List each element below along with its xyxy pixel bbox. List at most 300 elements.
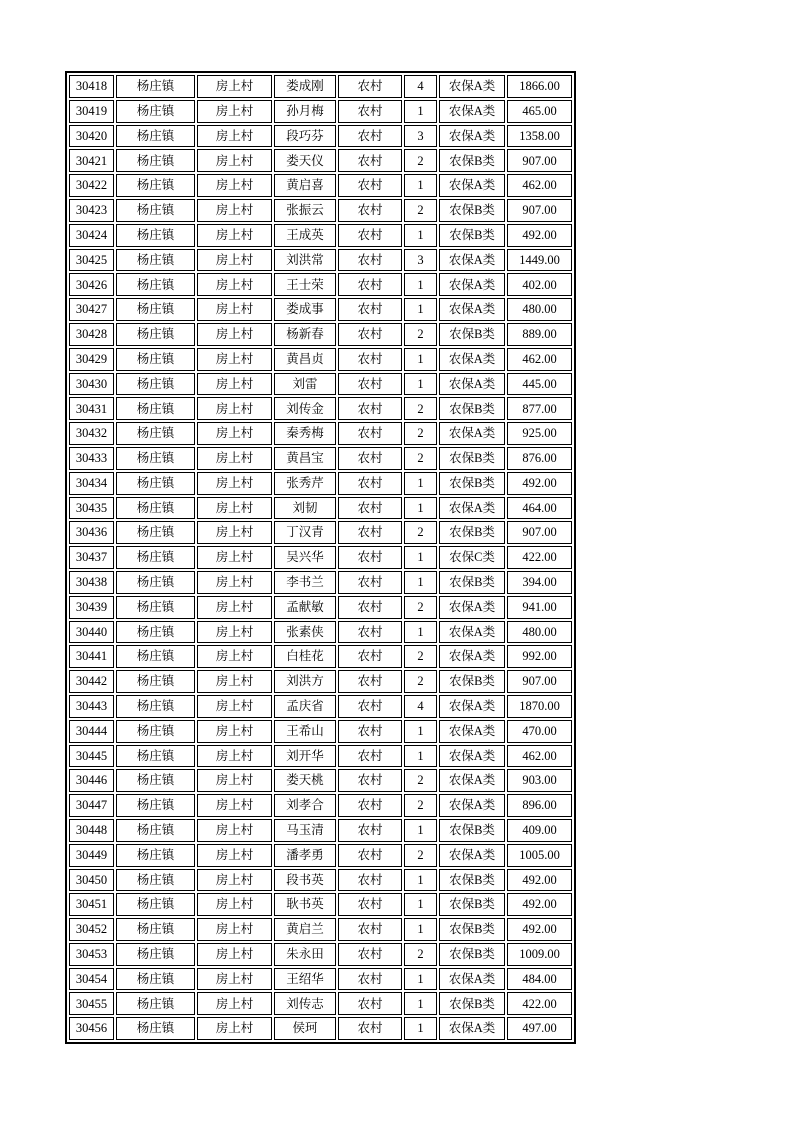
cell-record-id: 30435 — [69, 497, 114, 520]
cell-town: 杨庄镇 — [116, 596, 195, 619]
table-row — [69, 75, 572, 98]
cell-residence-type: 农村 — [338, 968, 402, 991]
table-row — [69, 224, 572, 247]
cell-insurance-category: 农保A类 — [439, 273, 505, 296]
cell-amount: 907.00 — [507, 149, 572, 172]
cell-village: 房上村 — [197, 472, 272, 495]
cell-insurance-category: 农保B类 — [439, 943, 505, 966]
table-row — [69, 670, 572, 693]
cell-person-name: 张秀芹 — [274, 472, 336, 495]
cell-residence-type: 农村 — [338, 571, 402, 594]
cell-amount: 941.00 — [507, 596, 572, 619]
table-row — [69, 422, 572, 445]
cell-town: 杨庄镇 — [116, 125, 195, 148]
cell-insurance-category: 农保B类 — [439, 224, 505, 247]
table-row — [69, 695, 572, 718]
cell-town: 杨庄镇 — [116, 298, 195, 321]
cell-person-count: 2 — [404, 794, 437, 817]
cell-person-name: 杨新春 — [274, 323, 336, 346]
cell-residence-type: 农村 — [338, 373, 402, 396]
table-row — [69, 844, 572, 867]
cell-insurance-category: 农保A类 — [439, 125, 505, 148]
cell-amount: 1866.00 — [507, 75, 572, 98]
cell-record-id: 30447 — [69, 794, 114, 817]
cell-insurance-category: 农保A类 — [439, 249, 505, 272]
cell-town: 杨庄镇 — [116, 323, 195, 346]
cell-record-id: 30421 — [69, 149, 114, 172]
cell-person-count: 2 — [404, 769, 437, 792]
cell-amount: 492.00 — [507, 224, 572, 247]
cell-amount: 445.00 — [507, 373, 572, 396]
cell-person-name: 刘雷 — [274, 373, 336, 396]
cell-residence-type: 农村 — [338, 695, 402, 718]
table-row — [69, 645, 572, 668]
cell-record-id: 30444 — [69, 720, 114, 743]
cell-town: 杨庄镇 — [116, 149, 195, 172]
cell-residence-type: 农村 — [338, 125, 402, 148]
cell-amount: 876.00 — [507, 447, 572, 470]
cell-village: 房上村 — [197, 149, 272, 172]
cell-town: 杨庄镇 — [116, 893, 195, 916]
cell-residence-type: 农村 — [338, 521, 402, 544]
cell-town: 杨庄镇 — [116, 720, 195, 743]
table-row — [69, 794, 572, 817]
cell-insurance-category: 农保A类 — [439, 422, 505, 445]
cell-amount: 992.00 — [507, 645, 572, 668]
cell-insurance-category: 农保B类 — [439, 199, 505, 222]
cell-town: 杨庄镇 — [116, 447, 195, 470]
cell-person-count: 1 — [404, 869, 437, 892]
cell-amount: 464.00 — [507, 497, 572, 520]
cell-record-id: 30431 — [69, 397, 114, 420]
cell-person-count: 4 — [404, 75, 437, 98]
cell-residence-type: 农村 — [338, 422, 402, 445]
cell-village: 房上村 — [197, 670, 272, 693]
cell-insurance-category: 农保A类 — [439, 298, 505, 321]
table-row — [69, 893, 572, 916]
cell-amount: 492.00 — [507, 472, 572, 495]
cell-record-id: 30442 — [69, 670, 114, 693]
cell-town: 杨庄镇 — [116, 968, 195, 991]
cell-insurance-category: 农保B类 — [439, 893, 505, 916]
cell-insurance-category: 农保A类 — [439, 596, 505, 619]
table-row — [69, 298, 572, 321]
cell-residence-type: 农村 — [338, 645, 402, 668]
cell-amount: 465.00 — [507, 100, 572, 123]
table-row — [69, 745, 572, 768]
table-row — [69, 100, 572, 123]
cell-residence-type: 农村 — [338, 621, 402, 644]
cell-person-count: 1 — [404, 472, 437, 495]
cell-person-count: 1 — [404, 571, 437, 594]
cell-village: 房上村 — [197, 596, 272, 619]
table-row — [69, 323, 572, 346]
cell-person-name: 黄昌贞 — [274, 348, 336, 371]
cell-village: 房上村 — [197, 273, 272, 296]
cell-insurance-category: 农保B类 — [439, 869, 505, 892]
cell-village: 房上村 — [197, 348, 272, 371]
cell-person-name: 张振云 — [274, 199, 336, 222]
cell-amount: 903.00 — [507, 769, 572, 792]
cell-residence-type: 农村 — [338, 1017, 402, 1040]
cell-residence-type: 农村 — [338, 397, 402, 420]
cell-person-name: 潘孝勇 — [274, 844, 336, 867]
cell-village: 房上村 — [197, 521, 272, 544]
cell-insurance-category: 农保A类 — [439, 645, 505, 668]
cell-amount: 462.00 — [507, 745, 572, 768]
cell-town: 杨庄镇 — [116, 497, 195, 520]
cell-village: 房上村 — [197, 943, 272, 966]
cell-amount: 462.00 — [507, 348, 572, 371]
cell-residence-type: 农村 — [338, 745, 402, 768]
cell-record-id: 30449 — [69, 844, 114, 867]
cell-person-name: 吴兴华 — [274, 546, 336, 569]
table-row — [69, 472, 572, 495]
cell-town: 杨庄镇 — [116, 521, 195, 544]
table-row — [69, 1017, 572, 1040]
cell-insurance-category: 农保A类 — [439, 348, 505, 371]
cell-amount: 907.00 — [507, 670, 572, 693]
cell-amount: 470.00 — [507, 720, 572, 743]
cell-person-count: 2 — [404, 943, 437, 966]
cell-record-id: 30452 — [69, 918, 114, 941]
cell-amount: 896.00 — [507, 794, 572, 817]
cell-person-count: 1 — [404, 918, 437, 941]
cell-insurance-category: 农保A类 — [439, 720, 505, 743]
cell-village: 房上村 — [197, 373, 272, 396]
cell-record-id: 30418 — [69, 75, 114, 98]
cell-person-count: 2 — [404, 670, 437, 693]
cell-person-count: 1 — [404, 1017, 437, 1040]
cell-residence-type: 农村 — [338, 100, 402, 123]
cell-insurance-category: 农保B类 — [439, 472, 505, 495]
cell-town: 杨庄镇 — [116, 670, 195, 693]
cell-person-count: 1 — [404, 546, 437, 569]
cell-person-name: 娄成事 — [274, 298, 336, 321]
cell-record-id: 30423 — [69, 199, 114, 222]
cell-village: 房上村 — [197, 323, 272, 346]
cell-person-count: 1 — [404, 745, 437, 768]
cell-village: 房上村 — [197, 918, 272, 941]
cell-record-id: 30437 — [69, 546, 114, 569]
cell-person-count: 1 — [404, 720, 437, 743]
cell-amount: 480.00 — [507, 298, 572, 321]
cell-town: 杨庄镇 — [116, 621, 195, 644]
table-row — [69, 174, 572, 197]
cell-record-id: 30446 — [69, 769, 114, 792]
cell-residence-type: 农村 — [338, 323, 402, 346]
cell-residence-type: 农村 — [338, 224, 402, 247]
cell-village: 房上村 — [197, 75, 272, 98]
table-row — [69, 968, 572, 991]
cell-village: 房上村 — [197, 869, 272, 892]
cell-town: 杨庄镇 — [116, 794, 195, 817]
cell-insurance-category: 农保A类 — [439, 373, 505, 396]
cell-residence-type: 农村 — [338, 596, 402, 619]
cell-record-id: 30454 — [69, 968, 114, 991]
cell-village: 房上村 — [197, 298, 272, 321]
document-sheet — [65, 71, 576, 1044]
cell-person-name: 刘开华 — [274, 745, 336, 768]
cell-person-count: 1 — [404, 968, 437, 991]
table-row — [69, 546, 572, 569]
cell-town: 杨庄镇 — [116, 844, 195, 867]
table-row — [69, 125, 572, 148]
cell-town: 杨庄镇 — [116, 571, 195, 594]
cell-village: 房上村 — [197, 621, 272, 644]
cell-person-name: 李书兰 — [274, 571, 336, 594]
cell-town: 杨庄镇 — [116, 869, 195, 892]
cell-insurance-category: 农保A类 — [439, 968, 505, 991]
cell-person-name: 孟献敏 — [274, 596, 336, 619]
cell-person-count: 2 — [404, 149, 437, 172]
cell-person-name: 白桂花 — [274, 645, 336, 668]
cell-record-id: 30451 — [69, 893, 114, 916]
cell-person-count: 1 — [404, 348, 437, 371]
cell-village: 房上村 — [197, 546, 272, 569]
cell-person-name: 黄启兰 — [274, 918, 336, 941]
cell-person-name: 刘传志 — [274, 992, 336, 1015]
cell-record-id: 30445 — [69, 745, 114, 768]
cell-amount: 422.00 — [507, 992, 572, 1015]
cell-person-count: 1 — [404, 819, 437, 842]
cell-village: 房上村 — [197, 769, 272, 792]
table-row — [69, 720, 572, 743]
cell-town: 杨庄镇 — [116, 546, 195, 569]
records-table-body — [69, 75, 572, 1040]
cell-town: 杨庄镇 — [116, 75, 195, 98]
cell-residence-type: 农村 — [338, 348, 402, 371]
cell-amount: 492.00 — [507, 918, 572, 941]
cell-village: 房上村 — [197, 645, 272, 668]
cell-person-name: 段书英 — [274, 869, 336, 892]
cell-insurance-category: 农保A类 — [439, 100, 505, 123]
cell-person-count: 1 — [404, 992, 437, 1015]
cell-town: 杨庄镇 — [116, 819, 195, 842]
cell-person-name: 娄成刚 — [274, 75, 336, 98]
cell-record-id: 30430 — [69, 373, 114, 396]
cell-town: 杨庄镇 — [116, 174, 195, 197]
cell-insurance-category: 农保A类 — [439, 1017, 505, 1040]
table-row — [69, 918, 572, 941]
cell-village: 房上村 — [197, 968, 272, 991]
records-table — [65, 71, 576, 1044]
cell-record-id: 30439 — [69, 596, 114, 619]
cell-person-count: 1 — [404, 273, 437, 296]
cell-insurance-category: 农保A类 — [439, 695, 505, 718]
cell-amount: 1449.00 — [507, 249, 572, 272]
cell-insurance-category: 农保C类 — [439, 546, 505, 569]
cell-person-name: 娄天桃 — [274, 769, 336, 792]
cell-town: 杨庄镇 — [116, 373, 195, 396]
table-row — [69, 819, 572, 842]
cell-town: 杨庄镇 — [116, 769, 195, 792]
cell-amount: 877.00 — [507, 397, 572, 420]
cell-insurance-category: 农保B类 — [439, 149, 505, 172]
cell-amount: 402.00 — [507, 273, 572, 296]
cell-amount: 1358.00 — [507, 125, 572, 148]
cell-record-id: 30419 — [69, 100, 114, 123]
cell-insurance-category: 农保A类 — [439, 621, 505, 644]
cell-amount: 492.00 — [507, 869, 572, 892]
cell-insurance-category: 农保B类 — [439, 521, 505, 544]
cell-record-id: 30422 — [69, 174, 114, 197]
cell-person-count: 1 — [404, 621, 437, 644]
cell-residence-type: 农村 — [338, 794, 402, 817]
table-row — [69, 571, 572, 594]
cell-insurance-category: 农保B类 — [439, 323, 505, 346]
table-row — [69, 769, 572, 792]
cell-record-id: 30456 — [69, 1017, 114, 1040]
cell-person-name: 王绍华 — [274, 968, 336, 991]
table-row — [69, 447, 572, 470]
cell-person-name: 刘洪方 — [274, 670, 336, 693]
cell-person-name: 秦秀梅 — [274, 422, 336, 445]
cell-residence-type: 农村 — [338, 149, 402, 172]
cell-town: 杨庄镇 — [116, 397, 195, 420]
cell-insurance-category: 农保B类 — [439, 397, 505, 420]
cell-record-id: 30450 — [69, 869, 114, 892]
cell-person-name: 王成英 — [274, 224, 336, 247]
cell-residence-type: 农村 — [338, 670, 402, 693]
cell-person-name: 王希山 — [274, 720, 336, 743]
table-row — [69, 149, 572, 172]
cell-record-id: 30434 — [69, 472, 114, 495]
cell-town: 杨庄镇 — [116, 472, 195, 495]
cell-insurance-category: 农保A类 — [439, 794, 505, 817]
cell-village: 房上村 — [197, 199, 272, 222]
cell-record-id: 30433 — [69, 447, 114, 470]
table-row — [69, 373, 572, 396]
cell-record-id: 30424 — [69, 224, 114, 247]
table-row — [69, 992, 572, 1015]
cell-residence-type: 农村 — [338, 447, 402, 470]
cell-record-id: 30436 — [69, 521, 114, 544]
cell-village: 房上村 — [197, 720, 272, 743]
cell-person-count: 3 — [404, 249, 437, 272]
cell-amount: 907.00 — [507, 199, 572, 222]
cell-town: 杨庄镇 — [116, 1017, 195, 1040]
cell-residence-type: 农村 — [338, 893, 402, 916]
cell-person-count: 2 — [404, 397, 437, 420]
cell-person-name: 刘孝合 — [274, 794, 336, 817]
cell-record-id: 30441 — [69, 645, 114, 668]
cell-person-count: 2 — [404, 422, 437, 445]
cell-residence-type: 农村 — [338, 844, 402, 867]
cell-town: 杨庄镇 — [116, 943, 195, 966]
cell-insurance-category: 农保A类 — [439, 174, 505, 197]
cell-person-count: 2 — [404, 521, 437, 544]
cell-record-id: 30428 — [69, 323, 114, 346]
cell-person-name: 段巧芬 — [274, 125, 336, 148]
cell-person-name: 侯珂 — [274, 1017, 336, 1040]
cell-residence-type: 农村 — [338, 918, 402, 941]
table-row — [69, 869, 572, 892]
cell-insurance-category: 农保A类 — [439, 844, 505, 867]
table-row — [69, 199, 572, 222]
cell-residence-type: 农村 — [338, 249, 402, 272]
cell-record-id: 30438 — [69, 571, 114, 594]
cell-amount: 409.00 — [507, 819, 572, 842]
cell-person-name: 黄启喜 — [274, 174, 336, 197]
cell-town: 杨庄镇 — [116, 645, 195, 668]
cell-amount: 394.00 — [507, 571, 572, 594]
cell-amount: 925.00 — [507, 422, 572, 445]
cell-person-count: 1 — [404, 373, 437, 396]
cell-person-name: 马玉清 — [274, 819, 336, 842]
cell-person-name: 孙月梅 — [274, 100, 336, 123]
cell-town: 杨庄镇 — [116, 422, 195, 445]
cell-village: 房上村 — [197, 397, 272, 420]
cell-residence-type: 农村 — [338, 298, 402, 321]
cell-village: 房上村 — [197, 497, 272, 520]
cell-person-name: 朱永田 — [274, 943, 336, 966]
cell-village: 房上村 — [197, 893, 272, 916]
cell-amount: 1009.00 — [507, 943, 572, 966]
cell-amount: 492.00 — [507, 893, 572, 916]
cell-village: 房上村 — [197, 844, 272, 867]
cell-town: 杨庄镇 — [116, 918, 195, 941]
cell-record-id: 30453 — [69, 943, 114, 966]
cell-insurance-category: 农保A类 — [439, 75, 505, 98]
cell-person-name: 孟庆省 — [274, 695, 336, 718]
cell-person-count: 1 — [404, 174, 437, 197]
cell-person-name: 张素侠 — [274, 621, 336, 644]
cell-village: 房上村 — [197, 174, 272, 197]
cell-person-count: 2 — [404, 323, 437, 346]
cell-person-name: 耿书英 — [274, 893, 336, 916]
cell-record-id: 30448 — [69, 819, 114, 842]
cell-person-name: 刘洪常 — [274, 249, 336, 272]
cell-village: 房上村 — [197, 1017, 272, 1040]
cell-record-id: 30443 — [69, 695, 114, 718]
cell-village: 房上村 — [197, 992, 272, 1015]
cell-person-count: 2 — [404, 645, 437, 668]
cell-village: 房上村 — [197, 745, 272, 768]
cell-insurance-category: 农保B类 — [439, 571, 505, 594]
cell-insurance-category: 农保B类 — [439, 819, 505, 842]
table-row — [69, 249, 572, 272]
cell-amount: 907.00 — [507, 521, 572, 544]
cell-residence-type: 农村 — [338, 943, 402, 966]
cell-residence-type: 农村 — [338, 273, 402, 296]
cell-record-id: 30426 — [69, 273, 114, 296]
cell-residence-type: 农村 — [338, 992, 402, 1015]
cell-person-name: 刘传金 — [274, 397, 336, 420]
cell-person-count: 1 — [404, 497, 437, 520]
cell-town: 杨庄镇 — [116, 100, 195, 123]
cell-town: 杨庄镇 — [116, 224, 195, 247]
cell-town: 杨庄镇 — [116, 745, 195, 768]
cell-amount: 497.00 — [507, 1017, 572, 1040]
table-row — [69, 596, 572, 619]
cell-residence-type: 农村 — [338, 819, 402, 842]
cell-village: 房上村 — [197, 819, 272, 842]
cell-person-count: 1 — [404, 893, 437, 916]
cell-person-count: 2 — [404, 447, 437, 470]
table-row — [69, 621, 572, 644]
cell-person-name: 娄天仪 — [274, 149, 336, 172]
cell-residence-type: 农村 — [338, 199, 402, 222]
cell-insurance-category: 农保A类 — [439, 497, 505, 520]
cell-town: 杨庄镇 — [116, 249, 195, 272]
table-row — [69, 348, 572, 371]
cell-residence-type: 农村 — [338, 546, 402, 569]
cell-town: 杨庄镇 — [116, 273, 195, 296]
cell-record-id: 30440 — [69, 621, 114, 644]
cell-record-id: 30427 — [69, 298, 114, 321]
cell-residence-type: 农村 — [338, 497, 402, 520]
